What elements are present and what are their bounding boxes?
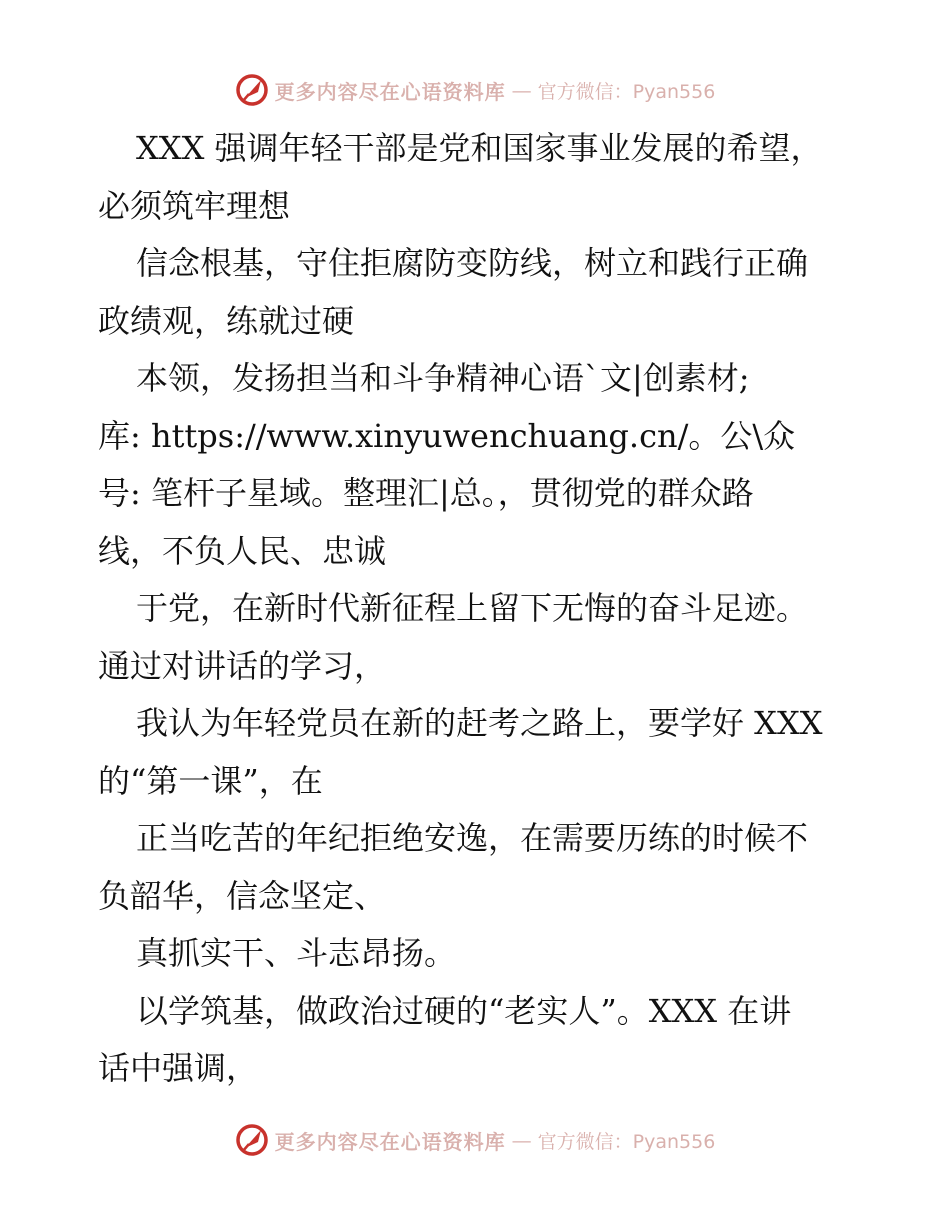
document-body bbox=[98, 120, 858, 1098]
text-line: 线，不负人民、忠诚 bbox=[98, 531, 387, 570]
text-line: 通过对讲话的学习， bbox=[98, 646, 387, 685]
footer-brand: 更多内容尽在心语资料库 bbox=[274, 1129, 506, 1154]
quill-logo-icon bbox=[235, 1123, 269, 1157]
header-dash: — bbox=[511, 78, 532, 102]
text-line: 信念根基，守住拒腐防变防线，树立和践行正确 bbox=[136, 244, 809, 282]
text-line: 本领，发扬担当和斗争精神心语`文|创素材; bbox=[136, 359, 750, 397]
text-line: 我认为年轻党员在新的赶考之路上，要学好 XXX bbox=[136, 704, 823, 742]
header-brand: 更多内容尽在心语资料库 bbox=[274, 79, 506, 104]
text-line: 正当吃苦的年纪拒绝安逸，在需要历练的时候不 bbox=[136, 819, 809, 857]
header-watermark bbox=[0, 70, 950, 110]
text-line: 的“第一课”，在 bbox=[98, 761, 323, 800]
text-line: 于党，在新时代新征程上留下无悔的奋斗足迹。 bbox=[136, 589, 809, 627]
text-line: 负韶华，信念坚定、 bbox=[98, 876, 387, 915]
footer-dash: — bbox=[511, 1128, 532, 1152]
text-line: 政绩观，练就过硬 bbox=[98, 301, 355, 340]
text-line: 库: https://www.xinyuwenchuang.cn/。公\众 bbox=[98, 416, 796, 455]
text-line: 话中强调， bbox=[98, 1049, 259, 1087]
text-line: 必须筑牢理想 bbox=[98, 186, 291, 225]
footer-contact: 官方微信：Pyan556 bbox=[537, 1130, 716, 1153]
text-line: 真抓实干、斗志昂扬。 bbox=[136, 934, 457, 972]
quill-logo-icon bbox=[235, 73, 269, 107]
text-line: XXX 强调年轻干部是党和国家事业发展的希望， bbox=[136, 129, 823, 167]
header-contact: 官方微信：Pyan556 bbox=[537, 80, 716, 103]
text-line: 以学筑基，做政治过硬的“老实人”。XXX 在讲 bbox=[136, 991, 792, 1030]
text-line: 号: 笔杆子星域。整理汇|总。，贯彻党的群众路 bbox=[98, 474, 754, 512]
footer-watermark bbox=[0, 1120, 950, 1160]
